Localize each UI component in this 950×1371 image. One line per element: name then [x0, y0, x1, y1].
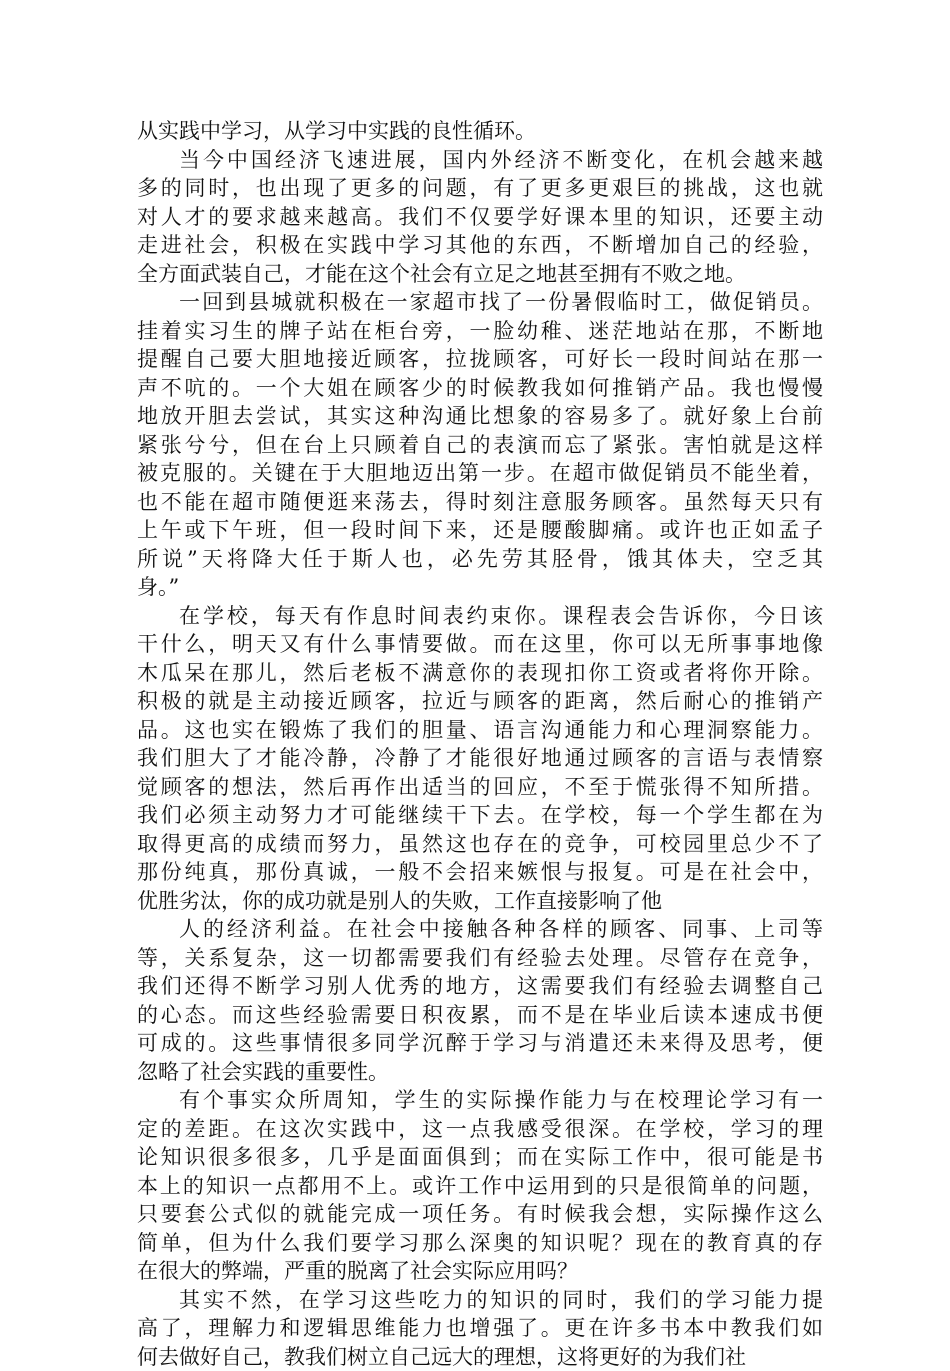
text-line: 等，关系复杂，这一切都需要我们有经验去处理。尽管存在竞争， [137, 944, 823, 973]
document-body [137, 117, 823, 1371]
text-line: 上午或下午班，但一段时间下来，还是腰酸脚痛。或许也正如孟子 [137, 516, 823, 545]
paragraph [137, 1086, 823, 1286]
paragraph [137, 146, 823, 289]
paragraph [137, 1286, 823, 1371]
text-line: 地放开胆去尝试，其实这种沟通比想象的容易多了。就好象上台前 [137, 402, 823, 431]
text-line: 在学校，每天有作息时间表约束你。课程表会告诉你，今日该 [137, 602, 823, 631]
text-line: 对人才的要求越来越高。我们不仅要学好课本里的知识，还要主动 [137, 203, 823, 232]
paragraph [137, 915, 823, 1086]
text-line: 走进社会，积极在实践中学习其他的东西，不断增加自己的经验， [137, 231, 823, 260]
text-line: 多的同时，也出现了更多的问题，有了更多更艰巨的挑战，这也就 [137, 174, 823, 203]
text-line: 干什么，明天又有什么事情要做。而在这里，你可以无所事事地像 [137, 630, 823, 659]
text-line: 挂着实习生的牌子站在柜台旁，一脸幼稚、迷茫地站在那，不断地 [137, 317, 823, 346]
text-line: 品。这也实在锻炼了我们的胆量、语言沟通能力和心理洞察能力。 [137, 716, 823, 745]
text-line: 我们还得不断学习别人优秀的地方，这需要我们有经验去调整自己 [137, 972, 823, 1001]
text-line: 积极的就是主动接近顾客，拉近与顾客的距离，然后耐心的推销产 [137, 687, 823, 716]
text-line: 论知识很多很多，几乎是面面俱到；而在实际工作中，很可能是书 [137, 1143, 823, 1172]
paragraph [137, 602, 823, 916]
text-line: 的心态。而这些经验需要日积夜累，而不是在毕业后读本速成书便 [137, 1001, 823, 1030]
text-line: 一回到县城就积极在一家超市找了一份暑假临时工，做促销员。 [137, 288, 823, 317]
text-line: 本上的知识一点都用不上。或许工作中运用到的只是很简单的问题， [137, 1172, 823, 1201]
text-line: 有个事实众所周知，学生的实际操作能力与在校理论学习有一 [137, 1086, 823, 1115]
text-line: 全方面武装自己，才能在这个社会有立足之地甚至拥有不败之地。 [137, 260, 823, 289]
text-line: 从实践中学习，从学习中实践的良性循环。 [137, 117, 823, 146]
text-line: 所说”天将降大任于斯人也，必先劳其胫骨，饿其体夫，空乏其 [137, 545, 823, 574]
text-line: 何去做好自己，教我们树立自己远大的理想，这将更好的为我们社 [137, 1343, 823, 1371]
text-line: 忽略了社会实践的重要性。 [137, 1058, 823, 1087]
text-line: 只要套公式似的就能完成一项任务。有时候我会想，实际操作这么 [137, 1200, 823, 1229]
paragraph [137, 288, 823, 602]
text-line: 我们必须主动努力才可能继续干下去。在学校，每一个学生都在为 [137, 801, 823, 830]
text-line: 简单，但为什么我们要学习那么深奥的知识呢？现在的教育真的存 [137, 1229, 823, 1258]
text-line: 当今中国经济飞速进展，国内外经济不断变化，在机会越来越 [137, 146, 823, 175]
text-line: 也不能在超市随便逛来荡去，得时刻注意服务顾客。虽然每天只有 [137, 488, 823, 517]
text-line: 取得更高的成绩而努力，虽然这也存在的竞争，可校园里总少不了 [137, 830, 823, 859]
text-line: 高了，理解力和逻辑思维能力也增强了。更在许多书本中教我们如 [137, 1314, 823, 1343]
text-line: 那份纯真，那份真诚，一般不会招来嫉恨与报复。可是在社会中， [137, 858, 823, 887]
text-line: 在很大的弊端，严重的脱离了社会实际应用吗？ [137, 1257, 823, 1286]
text-line: 优胜劣汰，你的成功就是别人的失败，工作直接影响了他 [137, 887, 823, 916]
text-line: 被克服的。关键在于大胆地迈出第一步。在超市做促销员不能坐着， [137, 459, 823, 488]
text-line: 声不吭的。一个大姐在顾客少的时候教我如何推销产品。我也慢慢 [137, 374, 823, 403]
text-line: 紧张兮兮，但在台上只顾着自己的表演而忘了紧张。害怕就是这样 [137, 431, 823, 460]
text-line: 我们胆大了才能冷静，冷静了才能很好地通过顾客的言语与表情察 [137, 744, 823, 773]
text-line: 其实不然，在学习这些吃力的知识的同时，我们的学习能力提 [137, 1286, 823, 1315]
paragraph [137, 117, 823, 146]
text-line: 提醒自己要大胆地接近顾客，拉拢顾客，可好长一段时间站在那一 [137, 345, 823, 374]
text-line: 定的差距。在这次实践中，这一点我感受很深。在学校，学习的理 [137, 1115, 823, 1144]
text-line: 觉顾客的想法，然后再作出适当的回应，不至于慌张得不知所措。 [137, 773, 823, 802]
text-line: 可成的。这些事情很多同学沉醉于学习与消遣还未来得及思考，便 [137, 1029, 823, 1058]
text-line: 身。” [137, 573, 823, 602]
text-line: 木瓜呆在那儿，然后老板不满意你的表现扣你工资或者将你开除。 [137, 659, 823, 688]
text-line: 人的经济利益。在社会中接触各种各样的顾客、同事、上司等 [137, 915, 823, 944]
